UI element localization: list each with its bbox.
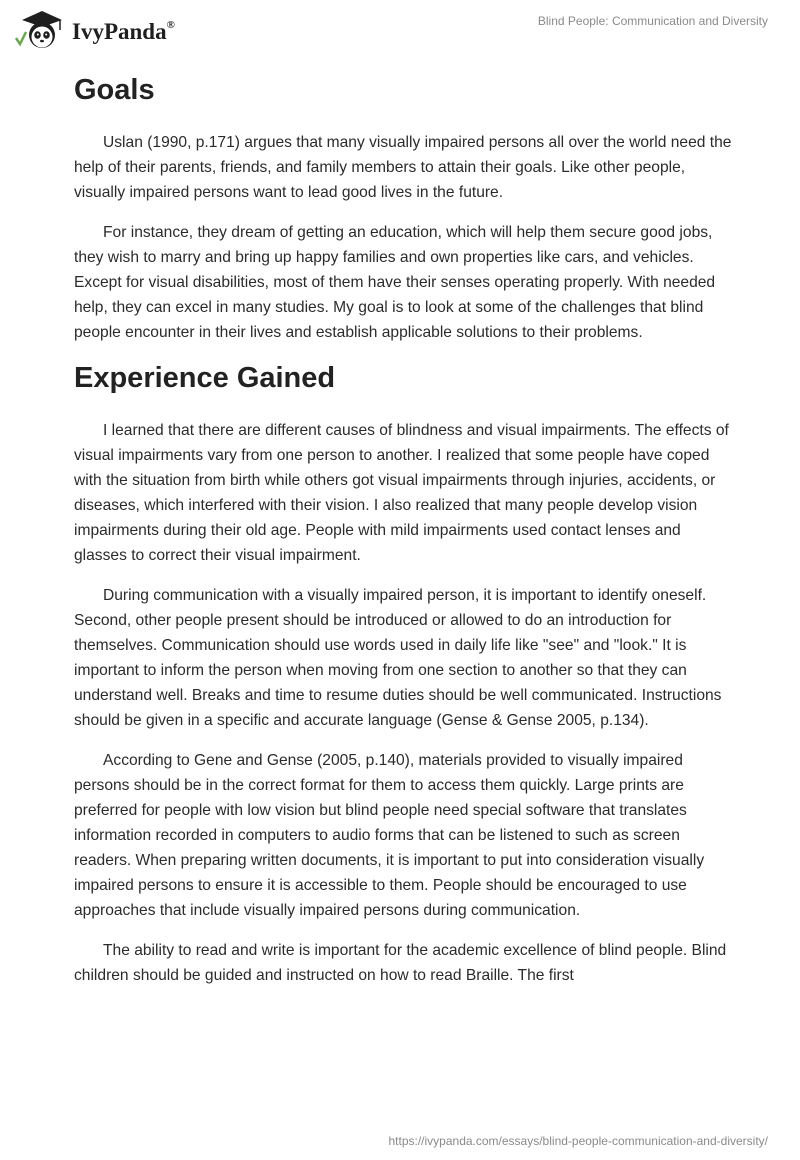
section-heading-experience: Experience Gained: [74, 362, 336, 394]
paragraph: During communication with a visually impaired person, it is important to identify oneself. Second, other people present should be introduced or allowed to do an introduction for themselves. Communication should use words used in daily life like "see" and "look." It is important to inform the person when moving from one section to another so that they can understand well. Breaks and time to resume duties should be well communicated. Instructions should be given in a specific and accurate language (Gense & Gense 2005, p.134).: [74, 587, 722, 729]
paragraph: For instance, they dream of getting an education, which will help them secure good jobs, they wish to marry and bring up happy families and own properties like cars, and vehicles. Except for visual disabilities, most of them have their senses operating properly. With needed help, they can excel in many studies. My goal is to look at some of the challenges that blind people encounter in their lives and establish applicable solutions to their problems.: [74, 224, 716, 341]
paragraph: I learned that there are different causes of blindness and visual impairments. The effects of visual impairments vary from one person to another. I realized that some people have coped with the situation from birth while others got visual impairments through injuries, accidents, or diseases, which interfered with their vision. I also realized that many people develop vision impairments during their old age. People with mild impairments used contact lenses and glasses to correct their visual impairment.: [74, 422, 729, 564]
logo[interactable]: [14, 8, 175, 52]
paragraph: Uslan (1990, p.171) argues that many visually impaired persons all over the world need the help of their parents, friends, and family members to attain their goals. Like other people, visually impaired persons want to lead good lives in the future.: [74, 134, 732, 201]
brand-name: IvyPanda®: [72, 19, 175, 44]
paragraph: The ability to read and write is important for the academic excellence of blind people. Blind children should be guided and instructed on how to read Braille. The first: [74, 942, 727, 984]
panda-logo-icon: [14, 8, 70, 52]
section-heading-goals: Goals: [74, 74, 155, 106]
page-header: [0, 0, 800, 60]
document-title: Blind People: Communication and Diversity: [537, 14, 768, 28]
paragraph: According to Gene and Gense (2005, p.140), materials provided to visually impaired persons should be in the correct format for them to access them quickly. Large prints are preferred for people with low vision but blind people need special software that translates information recorded in computers to audio forms that can be listened to such as screen readers. When preparing written documents, it is important to put into consideration visually impaired persons to ensure it is accessible to them. People should be encouraged to use approaches that include visually impaired persons during communication.: [74, 752, 705, 919]
footer-url[interactable]: https://ivypanda.com/essays/blind-people-communication-and-diversity/: [388, 1134, 768, 1148]
essay-content: [74, 72, 734, 1003]
